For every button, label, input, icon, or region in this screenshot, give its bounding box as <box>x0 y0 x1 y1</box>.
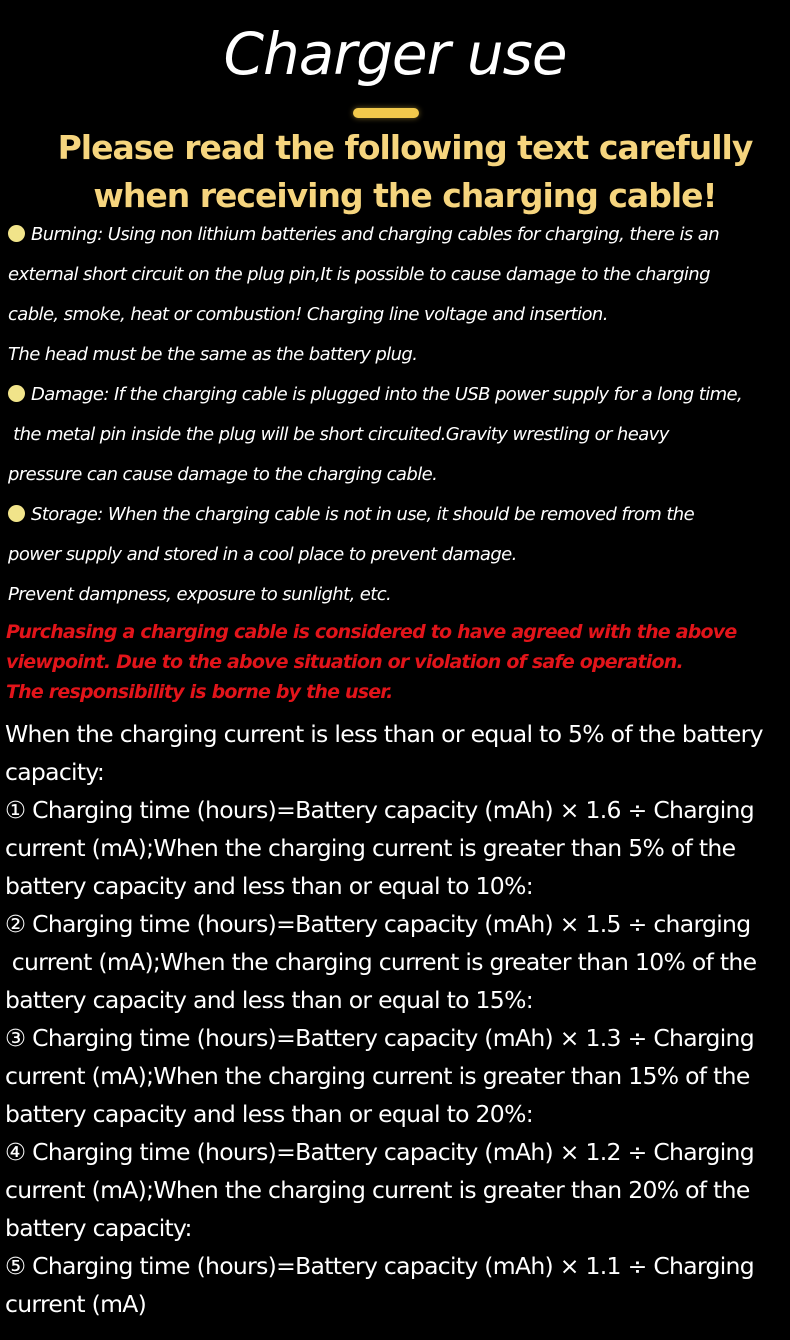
page-title: Charger use <box>223 20 567 88</box>
bullet-dot-icon <box>8 385 25 402</box>
damage-note-line-2: the metal pin inside the plug will be short circuited.Gravity wrestling or heavy <box>8 424 669 445</box>
burning-note-line-4: The head must be the same as the battery plug. <box>8 344 418 365</box>
formula-line-5: battery capacity and less than or equal to 10%: <box>5 872 533 900</box>
burning-note-line-3: cable, smoke, heat or combustion! Charging line voltage and insertion. <box>8 304 608 325</box>
title-divider <box>353 108 419 118</box>
bullet-dot-icon <box>8 505 25 522</box>
formula-line-15: ⑤ Charging time (hours)=Battery capacity (mAh) × 1.1 ÷ Charging <box>5 1252 754 1280</box>
formula-line-2: capacity: <box>5 758 105 786</box>
formula-line-1: When the charging current is less than or equal to 5% of the battery <box>5 720 763 748</box>
formula-line-12: ④ Charging time (hours)=Battery capacity (mAh) × 1.2 ÷ Charging <box>5 1138 754 1166</box>
storage-note-line-1 <box>8 495 694 535</box>
storage-note-line-2: power supply and stored in a cool place to prevent damage. <box>8 544 517 565</box>
formula-line-3: ① Charging time (hours)=Battery capacity (mAh) × 1.6 ÷ Charging <box>5 796 754 824</box>
formula-line-6: ② Charging time (hours)=Battery capacity (mAh) × 1.5 ÷ charging <box>5 910 751 938</box>
disclaimer-line-2: viewpoint. Due to the above situation or violation of safe operation. <box>6 651 683 673</box>
formula-line-9: ③ Charging time (hours)=Battery capacity (mAh) × 1.3 ÷ Charging <box>5 1024 754 1052</box>
formula-line-4: current (mA);When the charging current is greater than 5% of the <box>5 834 736 862</box>
formula-line-8: battery capacity and less than or equal to 15%: <box>5 986 533 1014</box>
formula-line-11: battery capacity and less than or equal to 20%: <box>5 1100 533 1128</box>
burning-note-line-1 <box>8 215 719 255</box>
disclaimer-line-3: The responsibility is borne by the user. <box>6 681 393 703</box>
formula-line-14: battery capacity: <box>5 1214 192 1242</box>
damage-note-line-1 <box>8 375 742 415</box>
damage-note-line-3: pressure can cause damage to the charging cable. <box>8 464 438 485</box>
burning-note-line-2: external short circuit on the plug pin,It is possible to cause damage to the charging <box>8 264 710 285</box>
subtitle-line-1: Please read the following text carefully <box>57 128 753 167</box>
formula-line-16: current (mA) <box>5 1290 147 1318</box>
formula-line-7: current (mA);When the charging current is greater than 10% of the <box>5 948 757 976</box>
storage-note-line-3: Prevent dampness, exposure to sunlight, etc. <box>8 584 392 605</box>
formula-line-10: current (mA);When the charging current is greater than 15% of the <box>5 1062 750 1090</box>
bullet-dot-icon <box>8 225 25 242</box>
subtitle-line-2: when receiving the charging cable! <box>93 176 717 215</box>
formula-line-13: current (mA);When the charging current is greater than 20% of the <box>5 1176 750 1204</box>
damage-note-text: Damage: If the charging cable is plugged into the USB power supply for a long time, <box>31 384 743 405</box>
disclaimer-line-1: Purchasing a charging cable is considered to have agreed with the above <box>6 621 737 643</box>
storage-note-text: Storage: When the charging cable is not in use, it should be removed from the <box>31 504 695 525</box>
burning-note-text: Burning: Using non lithium batteries and charging cables for charging, there is an <box>31 224 720 245</box>
